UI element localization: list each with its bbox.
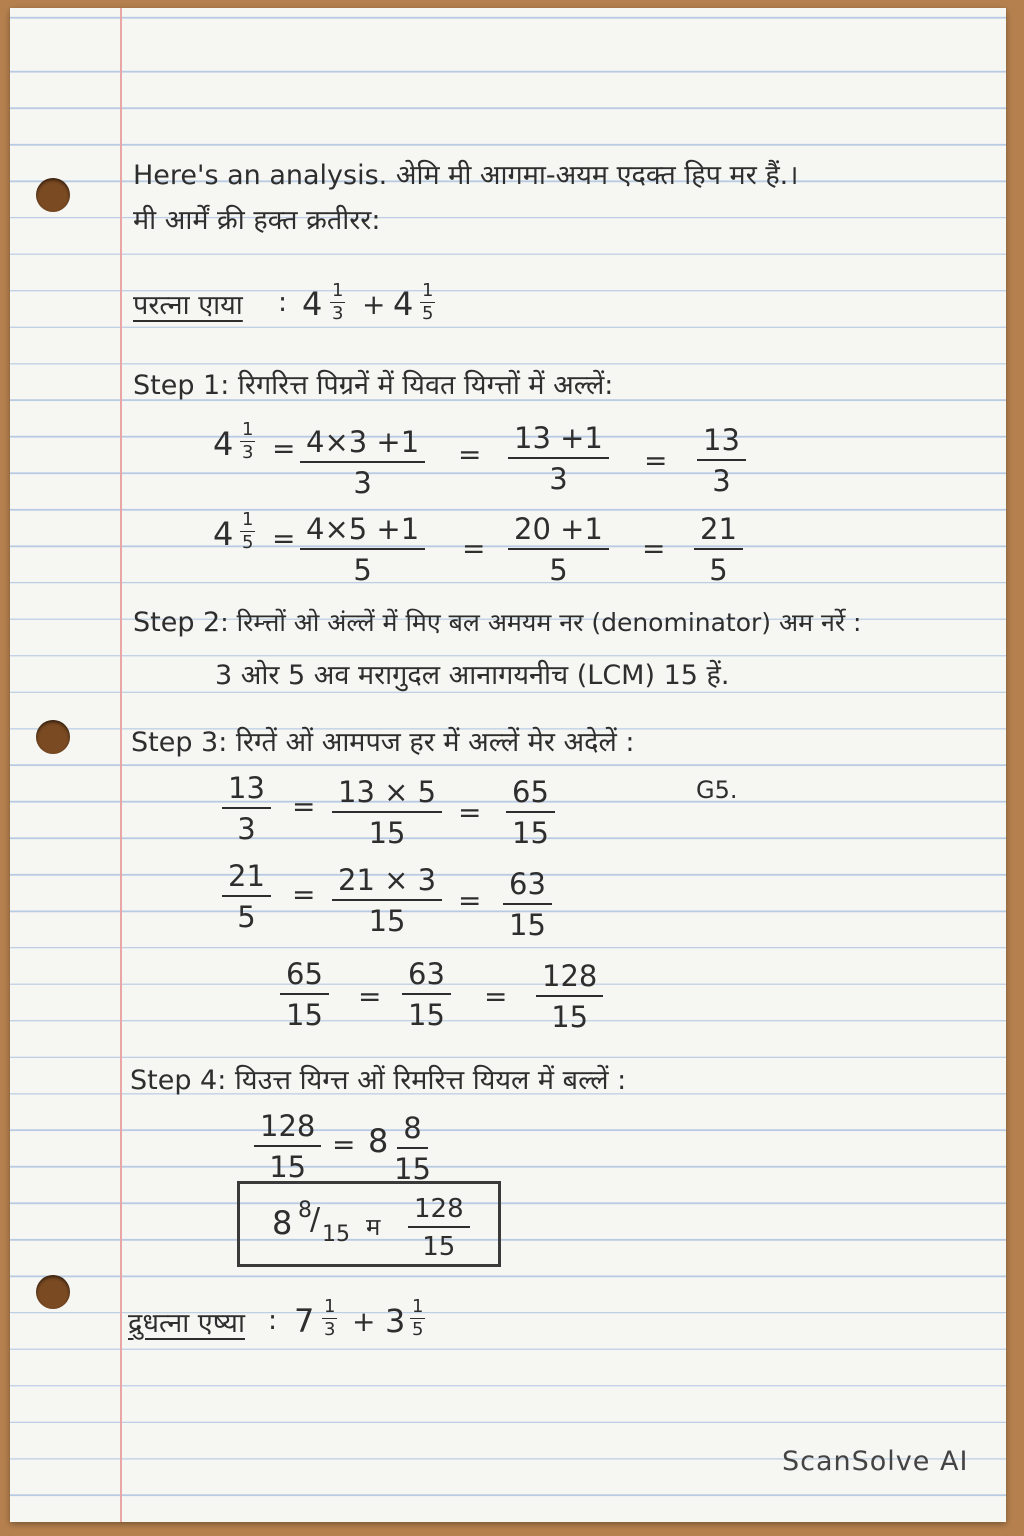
binder-hole-middle	[36, 720, 70, 754]
step-1-row-1-equals-3: =	[644, 444, 668, 477]
step-3-row-1-fraction-a: $\frac{13}{3}$	[222, 774, 271, 844]
step-3-row-2-equals-1: =	[292, 878, 316, 911]
binder-hole-bottom	[36, 1275, 70, 1309]
step-3-text: : रिग्तें ओं आमपज हर में अल्लें मेर अदेलें :	[218, 727, 635, 758]
step-3-sum-fraction-a: $\frac{65}{15}$	[280, 960, 329, 1030]
step-2-line-2: 3 ओर 5 अव मरागुदल आनागयनीच (LCM) 15 हें.	[215, 660, 730, 691]
step-4-equals: =	[332, 1128, 356, 1161]
step-1-row-1-equals-2: =	[458, 438, 482, 471]
final-answer-box	[237, 1181, 501, 1267]
brand-watermark: ScanSolve AI	[782, 1446, 969, 1477]
intro-line-1: Here's an analysis. अेमि मी आगमा-अयम एदक्त हिप मर हैं.।	[133, 160, 799, 191]
step-1-row-2-fraction-3: $\frac{21}{5}$	[694, 515, 743, 585]
step-3-sum-fraction-b: $\frac{63}{15}$	[402, 960, 451, 1030]
step-2-heading	[133, 605, 861, 639]
final-answer-whole: 8	[272, 1204, 293, 1242]
final-answer-denominator: 15	[322, 1222, 350, 1247]
problem-1-fraction-2: $\frac{1}{5}$	[422, 280, 434, 324]
final-answer-numerator: 8	[298, 1198, 312, 1223]
step-3-row-2-equals-2: =	[458, 884, 482, 917]
intro-line-2: मी आर्में क्री हक्त क्रतीरर:	[133, 205, 381, 236]
step-1-row-1-fraction-3: $\frac{13}{3}$	[697, 426, 746, 496]
step-1-row-1-equals-1: =	[272, 432, 296, 465]
step-1-row-2-equals-2: =	[462, 532, 486, 565]
step-1-row-1-whole: 4	[213, 425, 234, 463]
step-3-row-1-equals-2: =	[458, 796, 482, 829]
step-4-improper-fraction: $\frac{128}{15}$	[254, 1112, 321, 1182]
step-3-row-1-equals-1: =	[292, 790, 316, 823]
problem-1-whole-1: 4	[302, 285, 323, 323]
problem-1-whole-2: 4	[393, 285, 414, 323]
problem-2-label: द्रुधत्ना एष्या	[128, 1308, 245, 1339]
problem-2-colon: :	[268, 1305, 278, 1336]
step-4-text: : यिउत्त यिग्त्त ओं रिमरित्त यियल में बल्लें :	[217, 1065, 627, 1096]
step-3-heading	[131, 722, 635, 759]
final-answer-improper-fraction: $\frac{128}{15}$	[408, 1196, 470, 1260]
binder-hole-top	[36, 178, 70, 212]
problem-2-fraction-2: $\frac{1}{5}$	[412, 1296, 424, 1340]
step-1-row-2-fraction-1: $\frac{4\times 5 +1}{5}$	[300, 515, 425, 585]
step-4-label: Step 4	[130, 1065, 218, 1096]
step-3-label: Step 3	[131, 727, 219, 758]
step-1-row-2-equals-1: =	[272, 522, 296, 555]
step-1-row-2-fraction-2: $\frac{20 +1}{5}$	[508, 515, 609, 585]
final-answer-separator: म	[366, 1213, 381, 1241]
step-3-row-2-fraction-c: $\frac{63}{15}$	[503, 870, 552, 940]
step-1-row-1-fraction-2: $\frac{13 +1}{3}$	[508, 424, 609, 494]
step-3-row-1-fraction-c: $\frac{65}{15}$	[506, 778, 555, 848]
step-1-row-2-mixed-fraction: $\frac{1}{5}$	[242, 509, 254, 553]
margin-line	[120, 8, 122, 1522]
step-1-row-2-equals-3: =	[642, 532, 666, 565]
step-4-mixed-fraction: $\frac{8}{15}$	[394, 1111, 431, 1186]
problem-1-fraction-1: $\frac{1}{3}$	[332, 280, 344, 324]
step-3-side-note: G5.	[696, 776, 738, 804]
step-1-text: : रिगरित्त पिग्रनें में यिवत यिग्त्तों में अल्लें:	[220, 370, 614, 401]
step-4-heading	[130, 1060, 626, 1097]
step-2-text: : रिम्त्तों ओ अंल्लें में मिए बल अमयम नर (denominator) अम नर्रे :	[220, 608, 862, 637]
step-3-sum-equals: =	[484, 980, 508, 1013]
step-1-heading	[133, 365, 613, 402]
step-3-row-1-fraction-b: $\frac{13 \times 5}{15}$	[332, 778, 442, 848]
step-3-row-2-fraction-b: $\frac{21 \times 3}{15}$	[332, 866, 442, 936]
problem-1-label: परत्ना एाया	[133, 290, 243, 321]
step-4-whole: 8	[368, 1122, 389, 1160]
step-2-label: Step 2	[133, 607, 221, 638]
step-3-sum-operator: =	[358, 980, 382, 1013]
step-1-row-1-fraction-1: $\frac{4\times 3 +1}{3}$	[300, 428, 425, 498]
problem-1-colon: :	[278, 287, 288, 318]
problem-1-plus: +	[362, 288, 386, 321]
step-3-row-2-fraction-a: $\frac{21}{5}$	[222, 862, 271, 932]
step-3-sum-result: $\frac{128}{15}$	[536, 962, 603, 1032]
problem-2-fraction-1: $\frac{1}{3}$	[324, 1296, 336, 1340]
step-1-row-1-mixed-fraction: $\frac{1}{3}$	[242, 419, 254, 463]
step-1-row-2-whole: 4	[213, 515, 234, 553]
problem-2-whole-2: 3	[385, 1302, 406, 1340]
problem-2-whole-1: 7	[294, 1302, 315, 1340]
problem-2-plus: +	[352, 1305, 376, 1338]
step-1-label: Step 1	[133, 370, 221, 401]
final-answer-slash: /	[310, 1202, 321, 1237]
